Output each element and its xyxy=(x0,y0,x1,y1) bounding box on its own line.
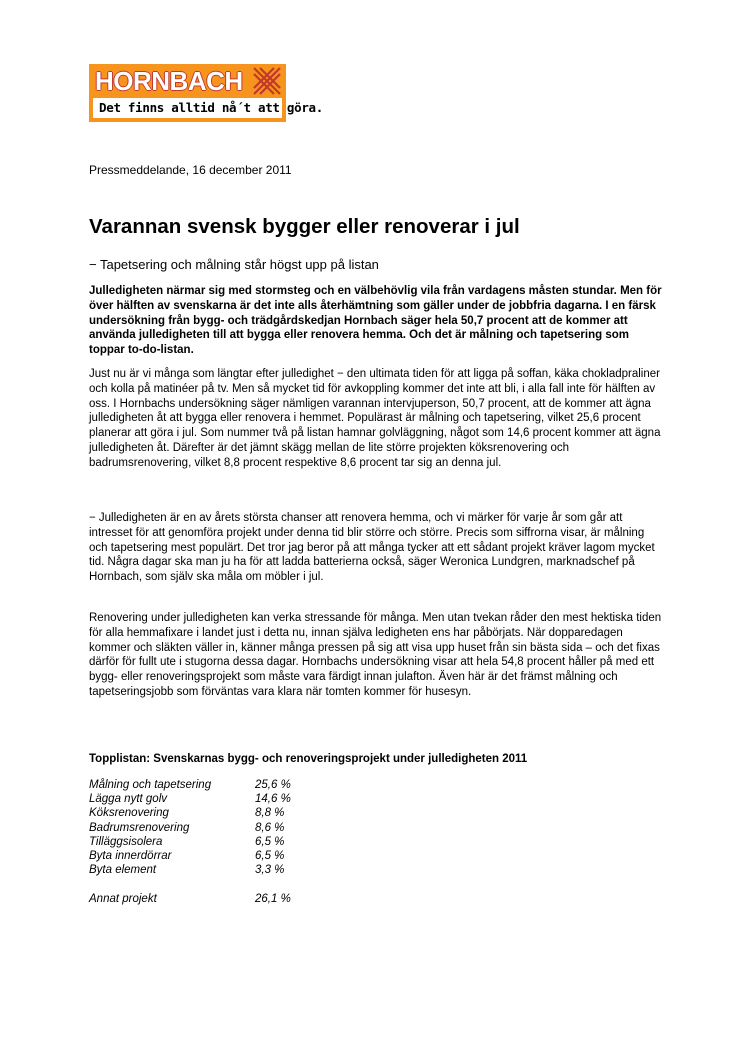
logo-slogan: Det finns alltid nå´t att göra. xyxy=(99,100,323,115)
body-paragraph-3: Renovering under julledigheten kan verka stressande för många. Men utan tvekan råder den mest hektiska tiden för alla hemmafixare i landet just i detta nu, innan själva ledigheten ens har påbörjats. När dopparedagen kommer och släkten väller in, känner många pressen på sig att visa upp huset från sin bästa sida – och det fixas därför för fullt ute i stugorna dessa dagar. Hornbachs undersökning visar att hela 54,8 procent håller på med ett bygg- eller renoveringsprojekt som måste vara färdigt innan julafton. Även här är det främst målning och tapetseringsjobb som förväntas vara klara när tomten kommer för husesyn. xyxy=(89,612,662,698)
logo-banner xyxy=(89,64,286,98)
list-item-value: 3,3 % xyxy=(255,864,285,877)
body-paragraph-1: Just nu är vi många som längtar efter julledighet − den ultimata tiden för att ligga på soffan, käka chokladpraliner och kolla på matinéer på tv. Men så mycket tid för avkoppling kommer det inte att bli, i alla fall inte för hälften av oss. I Hornbachs undersökning säger nämligen varannan intervjuperson, 50,7 procent, att de kommer att ägna julledigheten åt att bygga eller renovera i hemmet. Populärast är målning och tapetsering, vilket 25,6 procent planerar att göra i jul. Som nummer två på listan hamnar golvläggning, något som 14,6 procent kommer att ägna julledigheten åt. Därefter är det jämnt skägg mellan de lite större projekten köksrenovering och badrumsrenovering, vilket 8,8 procent respektive 8,6 procent tar sig an denna jul. xyxy=(89,368,661,469)
toplist-title: Topplistan: Svenskarnas bygg- och renoveringsprojekt under julledigheten 2011 xyxy=(89,753,528,765)
list-item xyxy=(89,849,389,863)
list-item xyxy=(89,792,389,806)
list-item-value: 14,6 % xyxy=(255,793,291,806)
list-item xyxy=(89,863,389,877)
list-item-name: Byta innerdörrar xyxy=(89,849,172,862)
list-item-name: Lägga nytt golv xyxy=(89,793,168,806)
list-item xyxy=(89,778,389,792)
list-item-value: 8,6 % xyxy=(255,821,285,834)
list-item-value: 6,5 % xyxy=(255,835,285,848)
list-item-name: Målning och tapetsering xyxy=(89,779,212,791)
list-item-name: Tilläggsisolera xyxy=(89,835,163,848)
list-item-name: Köksrenovering xyxy=(89,807,169,820)
logo-x-icon xyxy=(252,66,282,96)
body-paragraph-2: − Julledigheten är en av årets största chanser att renovera hemma, och vi märker för varje år som går att intresset för att genomföra projekt under denna tid blir större och större. Precis som siffrorna visar, är målning och tapetsering mest populärt. Det tror jag beror på att många tycker att ett sådant projekt kräver lagom mycket tid. Några dagar ska man ju ha för att ladda batterierna också, säger Weronica Lundgren, marknadschef på Hornbach, som själv ska måla om möbler i jul. xyxy=(89,512,655,584)
hornbach-logo xyxy=(89,64,323,122)
list-item-other xyxy=(89,892,389,906)
page-subtitle: − Tapetsering och målning står högst upp på listan xyxy=(89,257,379,272)
list-item-name: Badrumsrenovering xyxy=(89,821,190,834)
dateline: Pressmeddelande, 16 december 2011 xyxy=(89,163,292,177)
toplist xyxy=(89,778,389,906)
list-item-name: Byta element xyxy=(89,864,157,877)
list-item-value: 8,8 % xyxy=(255,807,285,820)
list-item xyxy=(89,821,389,835)
list-item-value: 26,1 % xyxy=(255,892,291,905)
logo-brand-text: HORNBACH xyxy=(95,66,243,96)
list-item xyxy=(89,806,389,820)
list-item-value: 6,5 % xyxy=(255,849,285,862)
list-item xyxy=(89,835,389,849)
list-item-value: 25,6 % xyxy=(255,779,291,791)
lead-paragraph: Julledigheten närmar sig med stormsteg och en välbehövlig vila från vardagens måsten stundar. Men för över hälften av svenskarna är det inte alls återhämtning som gäller under de jobbfria dagarna. I en färsk undersökning från bygg- och trädgårdskedjan Hornbach säger hela 50,7 procent att de kommer att använda julledigheten till att bygga eller renovera hemma. Och det är målning och tapetsering som toppar to-do-listan. xyxy=(89,285,662,357)
page-title: Varannan svensk bygger eller renoverar i jul xyxy=(89,215,520,238)
logo-slogan-box xyxy=(93,98,323,118)
list-item-name: Annat projekt xyxy=(89,892,157,905)
